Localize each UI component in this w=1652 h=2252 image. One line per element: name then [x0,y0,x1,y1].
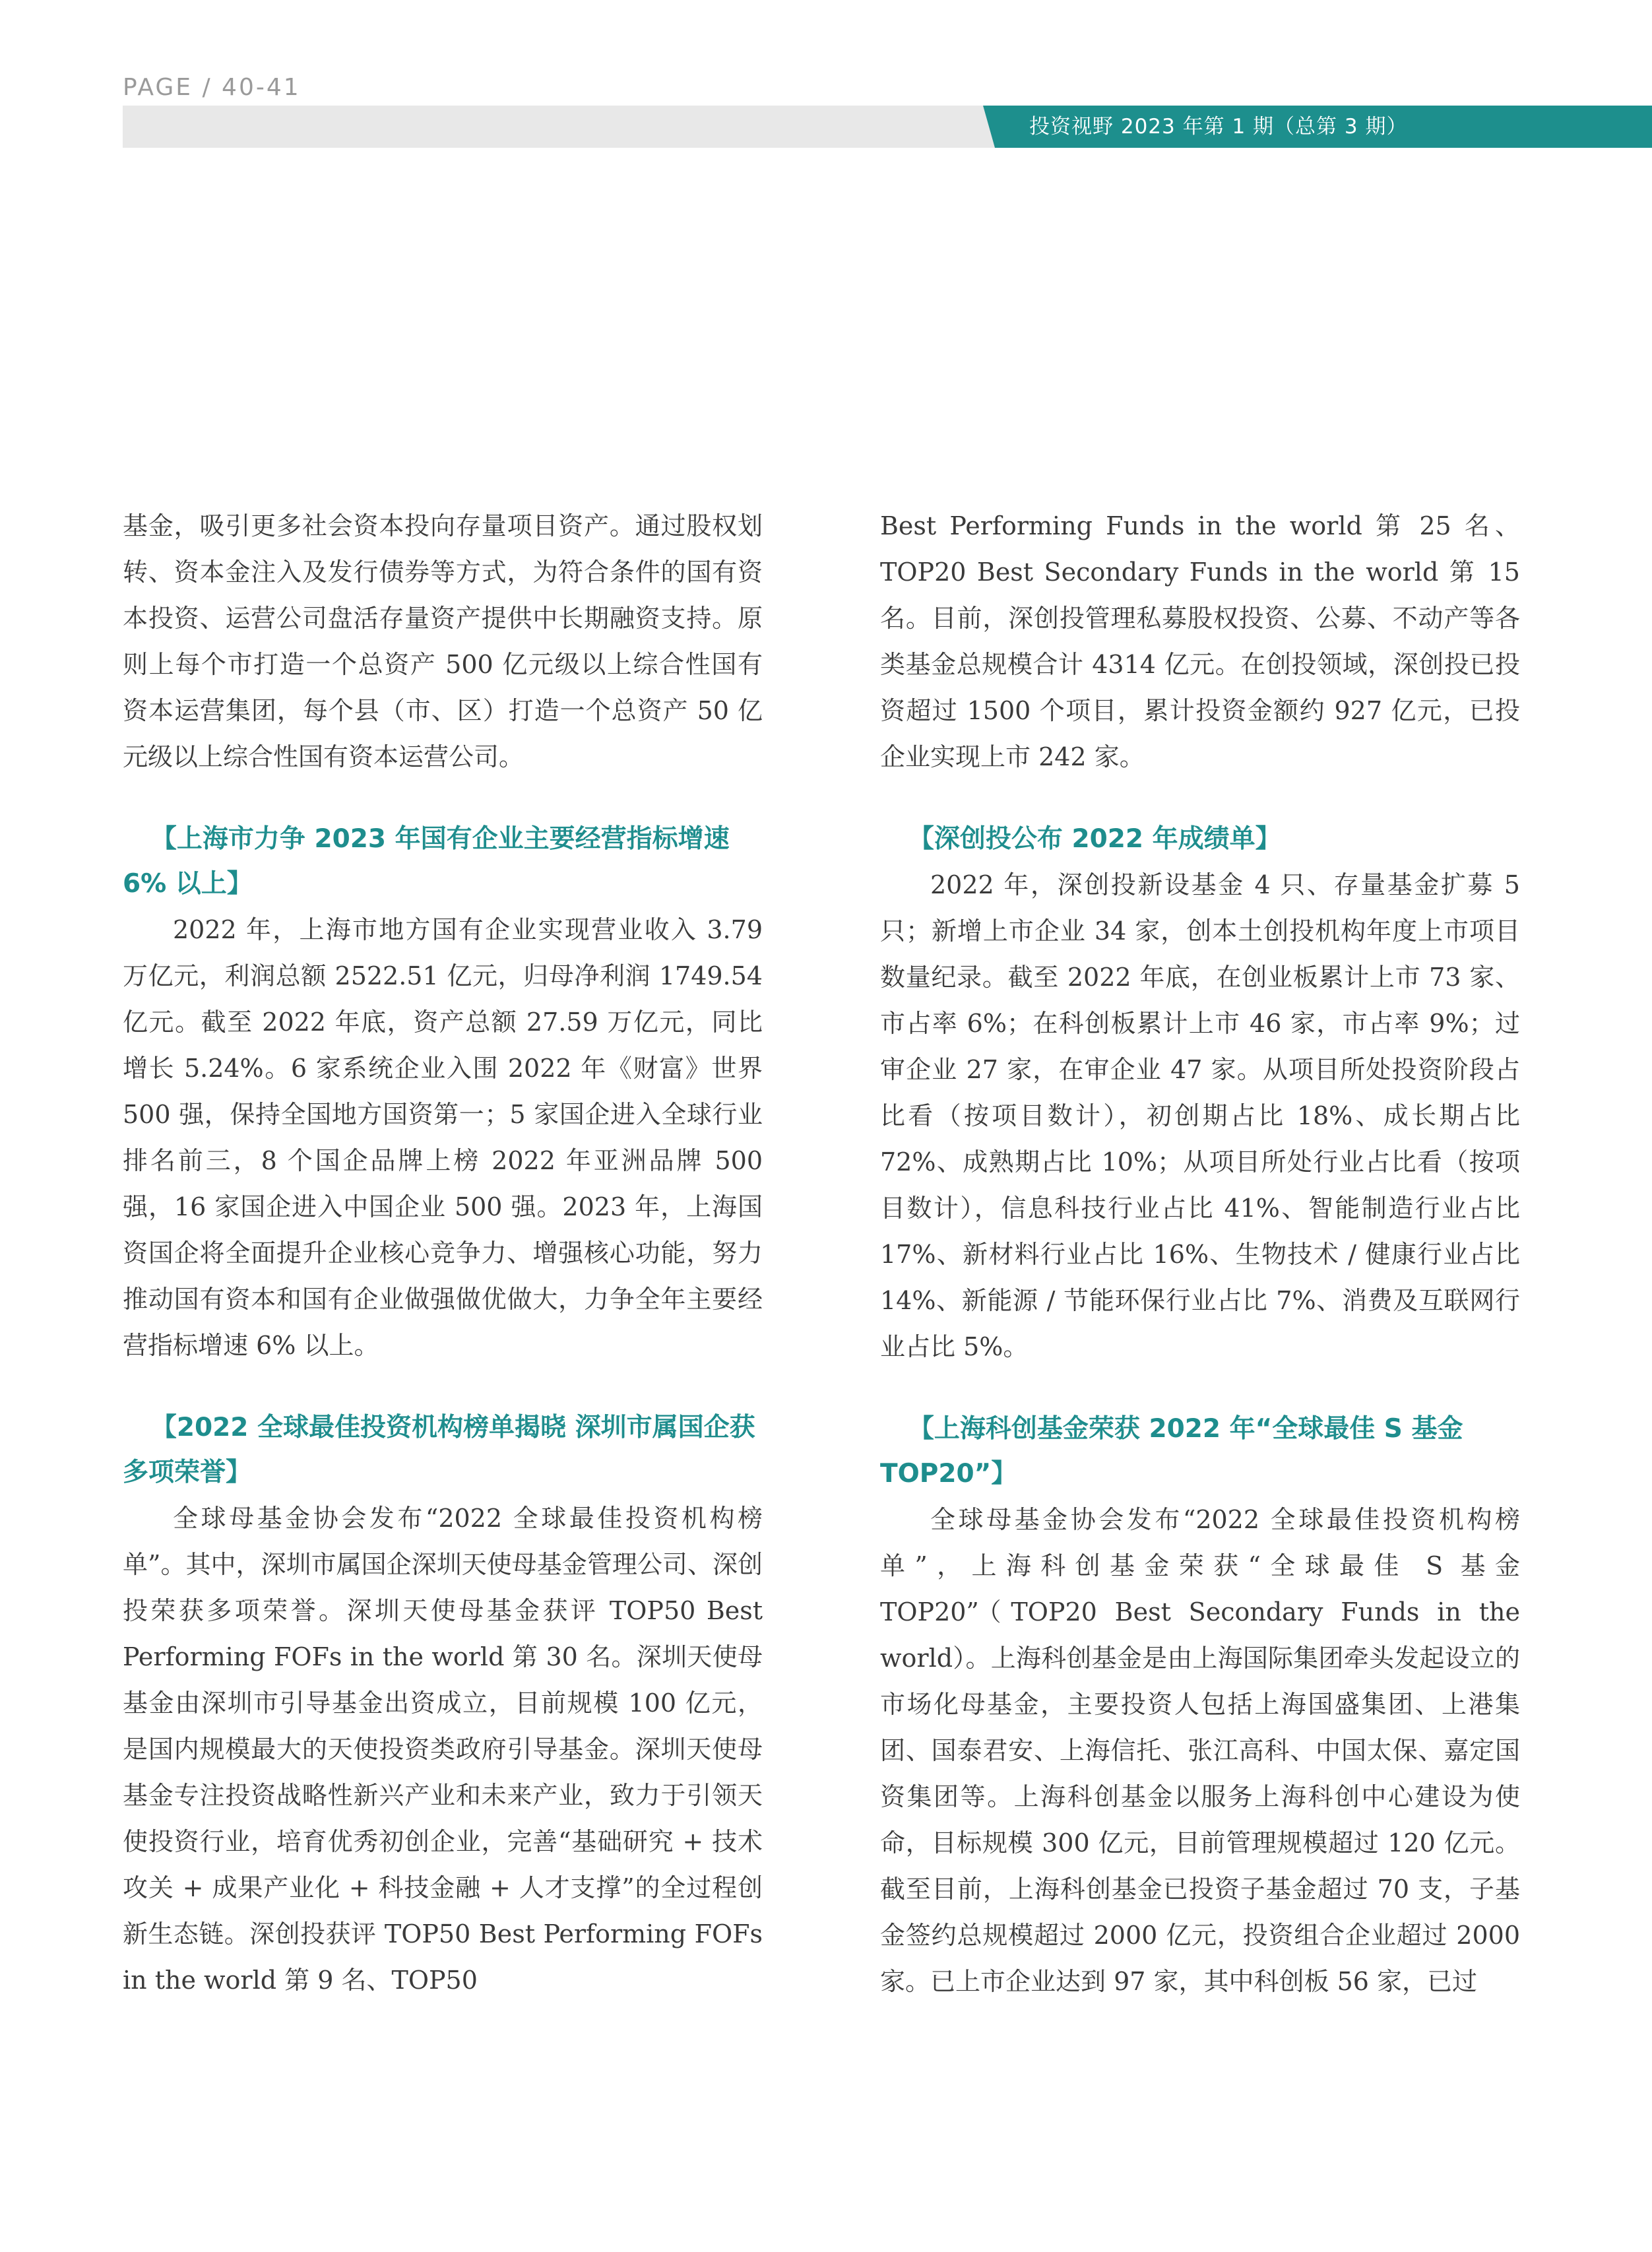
section-body-shanghai-sci-fund-award: 全球母基金协会发布“2022 全球最佳投资机构榜单”，上海科创基金荣获“全球最佳 S 基金 TOP20”（TOP20 Best Secondary Funds in the world）。上海科创基金是由上海国际集团牵头发起设立的市场化母基金，主要投资人包括上海国盛集团、上港集团、国泰君安、上海信托、张江高科、中国太保、嘉定国资集团等。上海科创基金以服务上海科创中心建设为使命，目标规模 300 亿元，目前管理规模超过 120 亿元。截至目前，上海科创基金已投资子基金超过 70 支，子基金签约总规模超过 2000 亿元，投资组合企业超过 2000 家。已上市企业达到 97 家，其中科创板 56 家，已过 [880,1505,1520,1996]
section-heading-global-best-investors: 【2022 全球最佳投资机构榜单揭晓 深圳市属国企获多项荣誉】 [123,1413,755,1487]
right-column [880,503,1520,2005]
section-body-scgc-2022-results: 2022 年，深创投新设基金 4 只、存量基金扩募 5 只；新增上市企业 34 家，创本土创投机构年度上市项目数量纪录。截至 2022 年底，在创业板累计上市 73 家、市占率 6%；在科创板累计上市 46 家，市占率 9%；过审企业 27 家，在审企业 47 家。从项目所处投资阶段占比看（按项目数计），初创期占比 18%、成长期占比 72%、成熟期占比 10%；从项目所处行业占比看（按项目数计），信息科技行业占比 41%、智能制造行业占比 17%、新材料行业占比 16%、生物技术 / 健康行业占比 14%、新能源 / 节能环保行业占比 7%、消费及互联网行业占比 5%。 [880,870,1520,1361]
right-intro-paragraph: Best Performing Funds in the world 第 25 名、TOP20 Best Secondary Funds in the world 第 15 名。目前，深创投管理私募股权投资、公募、不动产等各类基金总规模合计 4314 亿元。在创投领域，深创投已投资超过 1500 个项目，累计投资金额约 927 亿元，已投企业实现上市 242 家。 [880,511,1520,771]
section-heading-shanghai-soe-growth: 【上海市力争 2023 年国有企业主要经营指标增速 6% 以上】 [123,824,730,899]
magazine-issue-title: 投资视野 2023 年第 1 期（总第 3 期） [1029,115,1408,139]
section-heading-shanghai-sci-fund-award: 【上海科创基金荣获 2022 年“全球最佳 S 基金 TOP20”】 [880,1414,1463,1489]
section-body-shanghai-soe-growth: 2022 年，上海市地方国有企业实现营业收入 3.79 万亿元，利润总额 2522.51 亿元，归母净利润 1749.54 亿元。截至 2022 年底，资产总额 27.59 万亿元，同比增长 5.24%。6 家系统企业入围 2022 年《财富》世界 500 强，保持全国地方国资第一；5 家国企进入全球行业排名前三，8 个国企品牌上榜 2022 年亚洲品牌 500 强，16 家国企进入中国企业 500 强。2023 年，上海国资国企将全面提升企业核心竞争力、增强核心功能，努力推动国有资本和国有企业做强做优做大，力争全年主要经营指标增速 6% 以上。 [123,915,763,1360]
left-intro-paragraph: 基金，吸引更多社会资本投向存量项目资产。通过股权划转、资本金注入及发行债券等方式，为符合条件的国有资本投资、运营公司盘活存量资产提供中长期融资支持。原则上每个市打造一个总资产 500 亿元级以上综合性国有资本运营集团，每个县（市、区）打造一个总资产 50 亿元级以上综合性国有资本运营公司。 [123,511,763,771]
page-number-label: PAGE / 40-41 [123,74,301,101]
section-body-global-best-investors: 全球母基金协会发布“2022 全球最佳投资机构榜单”。其中，深圳市属国企深圳天使母基金管理公司、深创投荣获多项荣誉。深圳天使母基金获评 TOP50 Best Performing FOFs in the world 第 30 名。深圳天使母基金由深圳市引导基金出资成立，目前规模 100 亿元，是国内规模最大的天使投资类政府引导基金。深圳天使母基金专注投资战略性新兴产业和未来产业，致力于引领天使投资行业，培育优秀初创企业，完善“基础研究 + 技术攻关 + 成果产业化 + 科技金融 + 人才支撑”的全过程创新生态链。深创投获评 TOP50 Best Performing FOFs in the world 第 9 名、TOP50 [123,1504,763,1995]
left-column [123,503,763,2003]
section-heading-scgc-2022-results: 【深创投公布 2022 年成绩单】 [908,824,1281,854]
